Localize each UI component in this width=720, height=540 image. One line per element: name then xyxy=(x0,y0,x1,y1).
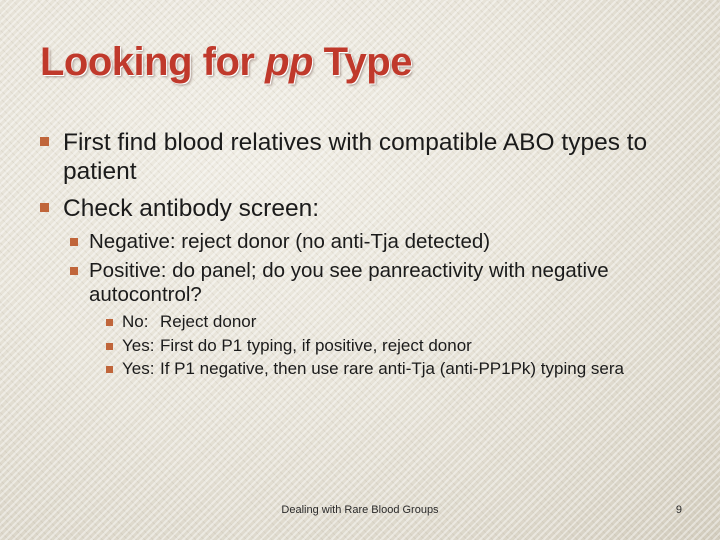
bullet-item xyxy=(70,259,680,308)
bullet-item xyxy=(40,128,680,187)
slide-title xyxy=(40,40,412,85)
bullet-item xyxy=(70,230,680,255)
bullet-value: First do P1 typing, if positive, reject donor xyxy=(160,335,472,355)
bullet-label: Yes: xyxy=(122,359,155,379)
square-bullet-icon xyxy=(70,238,78,246)
square-bullet-icon xyxy=(106,343,113,350)
bullet-text xyxy=(122,336,472,357)
bullet-text xyxy=(122,359,624,380)
bullet-text: Negative: reject donor (no anti-Tja detected) xyxy=(89,230,491,254)
slide-footer: Dealing with Rare Blood Groups xyxy=(281,504,439,516)
bullet-value: If P1 negative, then use rare anti-Tja (anti-PP1Pk) typing sera xyxy=(160,359,624,379)
bullet-item xyxy=(106,312,680,333)
slide-title-suffix: Type xyxy=(312,40,412,84)
bullet-label: Yes: xyxy=(122,335,155,355)
bullet-text: Positive: do panel; do you see panreactivity with negative autocontrol? xyxy=(89,258,609,307)
square-bullet-icon xyxy=(106,319,113,326)
square-bullet-icon xyxy=(106,366,113,373)
bullet-item xyxy=(40,194,680,223)
square-bullet-icon xyxy=(40,203,49,212)
bullet-text xyxy=(122,312,256,333)
slide-title-prefix: Looking for xyxy=(40,40,266,84)
slide-body xyxy=(40,128,680,383)
bullet-text: Check antibody screen: xyxy=(63,194,320,222)
bullet-item xyxy=(106,336,680,357)
slide-number: 9 xyxy=(675,504,682,516)
bullet-item xyxy=(106,359,680,380)
bullet-text: First find blood relatives with compatible ABO types to patient xyxy=(63,129,648,186)
bullet-label: No: xyxy=(122,311,149,331)
slide-title-emphasis: pp xyxy=(265,40,313,84)
bullet-value: Reject donor xyxy=(160,311,257,331)
square-bullet-icon xyxy=(70,267,78,275)
square-bullet-icon xyxy=(40,137,49,146)
